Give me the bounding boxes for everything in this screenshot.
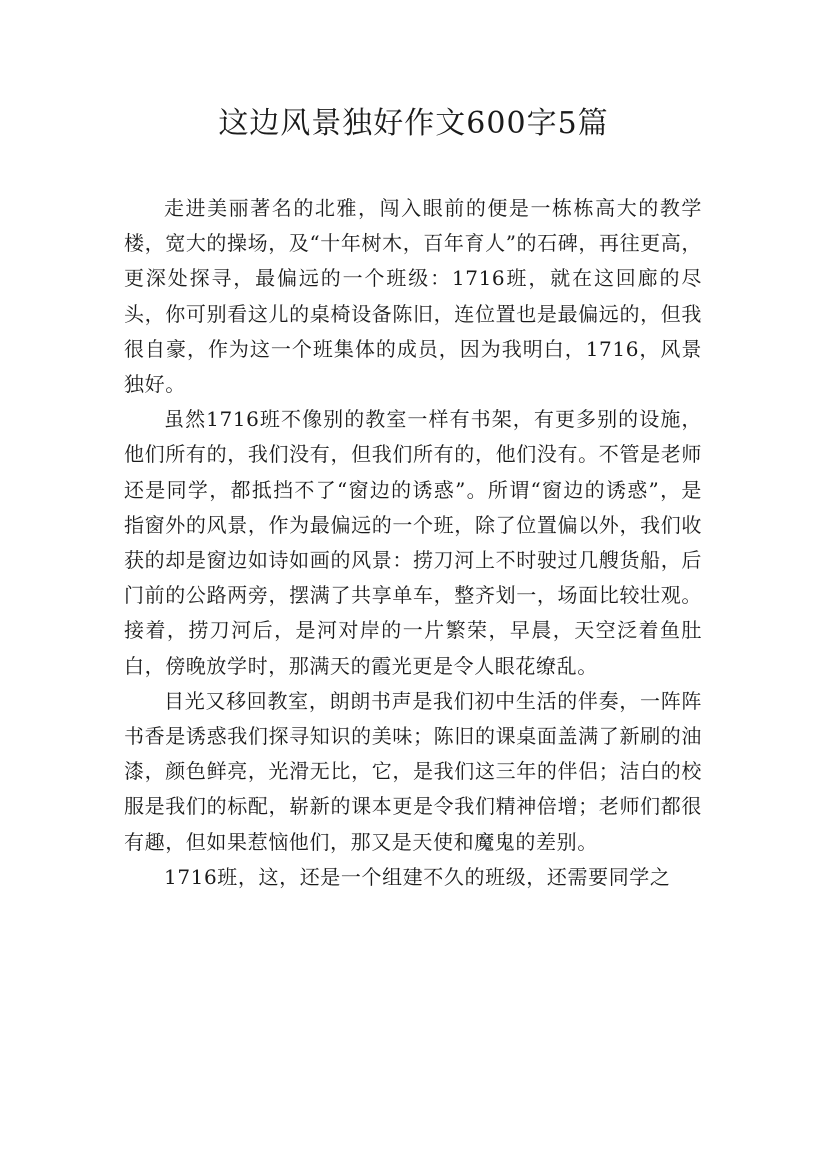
paragraph-3: 目光又移回教室，朗朗书声是我们初中生活的伴奏，一阵阵书香是诱惑我们探寻知识的美味；陈旧的课桌面盖满了新刷的油漆，颜色鲜亮，光滑无比，它，是我们这三年的伴侣；洁白的校服是我们的标配，崭新的课本更是令我们精神倍增；老师们都很有趣，但如果惹恼他们，那又是天使和魔鬼的差别。	[124, 688, 702, 854]
paragraph-2: 虽然1716班不像别的教室一样有书架，有更多别的设施，他们所有的，我们没有，但我们所有的，他们没有。不管是老师还是同学，都抵挡不了“窗边的诱惑”。所谓“窗边的诱惑”，是指窗外的风景，作为最偏远的一个班，除了位置偏以外，我们收获的却是窗边如诗如画的风景：捞刀河上不时驶过几艘货船，后门前的公路两旁，摆满了共享单车，整齐划一，场面比较壮观。接着，捞刀河后，是河对岸的一片繁荣，早晨，天空泛着鱼肚白，傍晚放学时，那满天的霞光更是令人眼花缭乱。	[124, 407, 702, 678]
paragraph-1: 走进美丽著名的北雅，闯入眼前的便是一栋栋高大的教学楼，宽大的操场，及“十年树木，百年育人”的石碑，再往更高，更深处探寻，最偏远的一个班级：1716班，就在这回廊的尽头，你可别看这儿的桌椅设备陈旧，连位置也是最偏远的，但我很自豪，作为这一个班集体的成员，因为我明白，1716，风景独好。	[124, 196, 702, 397]
document-body	[124, 191, 702, 895]
paragraph-4: 1716班，这，还是一个组建不久的班级，还需要同学之	[164, 864, 671, 889]
document-title: 这边风景独好作文600字5篇	[218, 106, 609, 141]
